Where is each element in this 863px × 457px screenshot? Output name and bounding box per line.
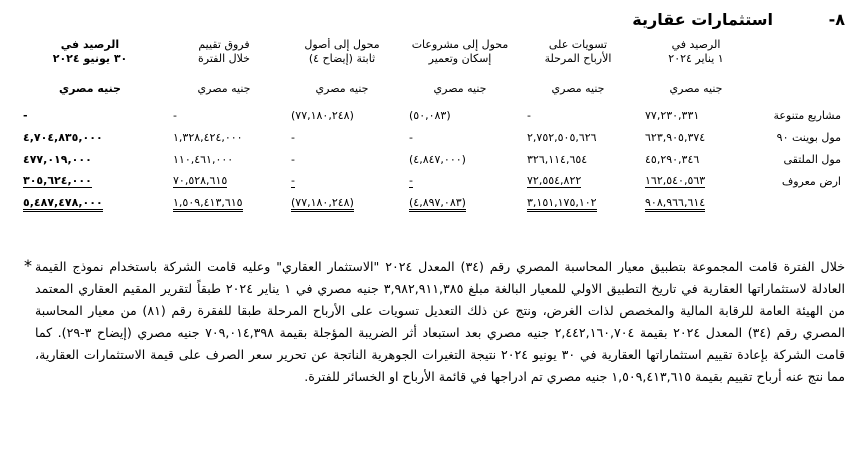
column-header: الرصيد في ٣٠ يونيو ٢٠٢٤ [52,38,128,65]
unit-label [755,82,845,104]
total-value: ١,٥٠٩,٤١٣,٦١٥ [165,192,283,216]
row-label: مول بوينت ٩٠ [776,130,841,144]
total-value: (٤,٨٩٧,٠٨٣) [401,192,519,216]
unit-label: جنيه مصري [197,82,251,95]
totals-row [15,192,845,216]
totals-label [755,192,845,216]
cell-value: ٢,٧٥٢,٥٠٥,٦٢٦ [527,130,597,144]
note-paragraph: خلال الفترة قامت المجموعة بتطبيق معيار المحاسبة المصري رقم (٣٤) المعدل ٢٠٢٤ "الاستثمار العقاري" وعليه قامت الشركة باستخدام نموذج القيمة العادلة لاستثماراتها العقارية في تاريخ التطبيق الاولي للمعيار البالغة مبلغ ٣,٩٨٢,٩١١,٣٨٥ جنيه مصري في ١ يناير ٢٠٢٤ طبقاً لتقرير المقيم العقاري المعتمد من الهيئة العامة للرقابة المالية والمخصص لذات الغرض، ونتج عن ذلك التعديل تسويات على الأرباح المرحلة طبقا للفقرة رقم (٨١) من معيار المحاسبة المصري رقم (٣٤) المعدل ٢٠٢٤ بقيمة ٢,٤٤٢,١٦٠,٧٠٤ جنيه مصري بعد استبعاد أثر الضريبة المؤجلة بقيمة ٧٠٩,٠١٤,٣٩٨ جنيه مصري (إيضاح ٣-٢٩). كما قامت الشركة بإعادة تقييم استثماراتها العقارية في ٣٠ يونيو ٢٠٢٤ نتيجة التغيرات الجوهرية الناتجة عن تحرير سعر الصرف على قيمة الاستثمارات العقارية، مما نتج عنه أرباح تقييم بقيمة ١,٥٠٩,٤١٣,٦١٥ جنيه مصري تم ادراجها في قائمة الأرباح او الخسائر للفترة. [35,259,846,384]
cell-value: ٤٥,٢٩٠,٣٤٦ [645,152,700,166]
unit-label: جنيه مصري [433,82,487,95]
cell-value: ٤,٧٠٤,٨٣٥,٠٠٠ [23,130,103,144]
cell-value: ٣٠٥,٦٢٤,٠٠٠ [23,174,92,187]
cell-value: ٧٢,٥٥٤,٨٢٢ [527,174,582,187]
cell-value: ٣٢٦,١١٤,٦٥٤ [527,152,588,166]
column-header: فروق تقييم خلال الفترة [198,38,250,65]
cell-value: - [291,130,295,144]
cell-value: ٦٢٣,٩٠٥,٣٧٤ [645,130,706,144]
cell-value: - [291,174,295,187]
cell-value: ٤٧٧,٠١٩,٠٠٠ [23,152,92,166]
column-header: محول إلى مشروعات إسكان وتعمير [411,38,509,65]
column-header [755,38,845,82]
cell-value: - [409,130,413,144]
table-row [15,126,845,148]
cell-value: ١٦٢,٥٤٠,٥٦٣ [645,174,706,187]
cell-value: ٧٠,٥٢٨,٦١٥ [173,174,228,187]
table-row [15,170,845,192]
cell-value: (٤,٨٤٧,٠٠٠) [409,152,466,166]
row-label: مشاريع متنوعة [773,108,841,122]
cell-value: ١١٠,٤٦١,٠٠٠ [173,152,234,166]
section-title: استثمارات عقارية [632,10,773,29]
cell-value: - [527,108,531,122]
cell-value: (٧٧,١٨٠,٢٤٨) [291,108,354,122]
column-header: تسويات على الأرباح المرحلة [544,38,612,65]
cell-value: (٥٠,٠٨٣) [409,108,451,122]
investment-table [15,38,845,216]
section-number: ٨- [828,10,845,29]
table-row [15,148,845,170]
cell-value: - [291,152,295,166]
note-marker: * [24,256,32,275]
unit-label: جنيه مصري [669,82,723,95]
total-value: ٣,١٥١,١٧٥,١٠٢ [519,192,637,216]
row-label: ارض معروف [781,174,841,188]
table-row [15,104,845,126]
cell-value: - [409,174,413,187]
total-value: (٧٧,١٨٠,٢٤٨) [283,192,401,216]
cell-value: ٧٧,٢٣٠,٣٣١ [645,108,700,122]
row-label: مول الملتقى [783,152,841,166]
cell-value: - [173,108,177,122]
cell-value: - [23,108,28,122]
section-header [0,10,845,36]
column-header: الرصيد في ١ يناير ٢٠٢٤ [668,38,724,65]
unit-label: جنيه مصري [315,82,369,95]
unit-label: جنيه مصري [551,82,605,95]
column-header: محول إلى أصول ثابتة (إيضاح ٤) [304,38,380,65]
total-value: ٥,٤٨٧,٤٧٨,٠٠٠ [15,192,165,216]
cell-value: ١,٣٢٨,٤٢٤,٠٠٠ [173,130,243,144]
total-value: ٩٠٨,٩٦٦,٦١٤ [637,192,755,216]
unit-label: جنيه مصري [59,82,121,95]
